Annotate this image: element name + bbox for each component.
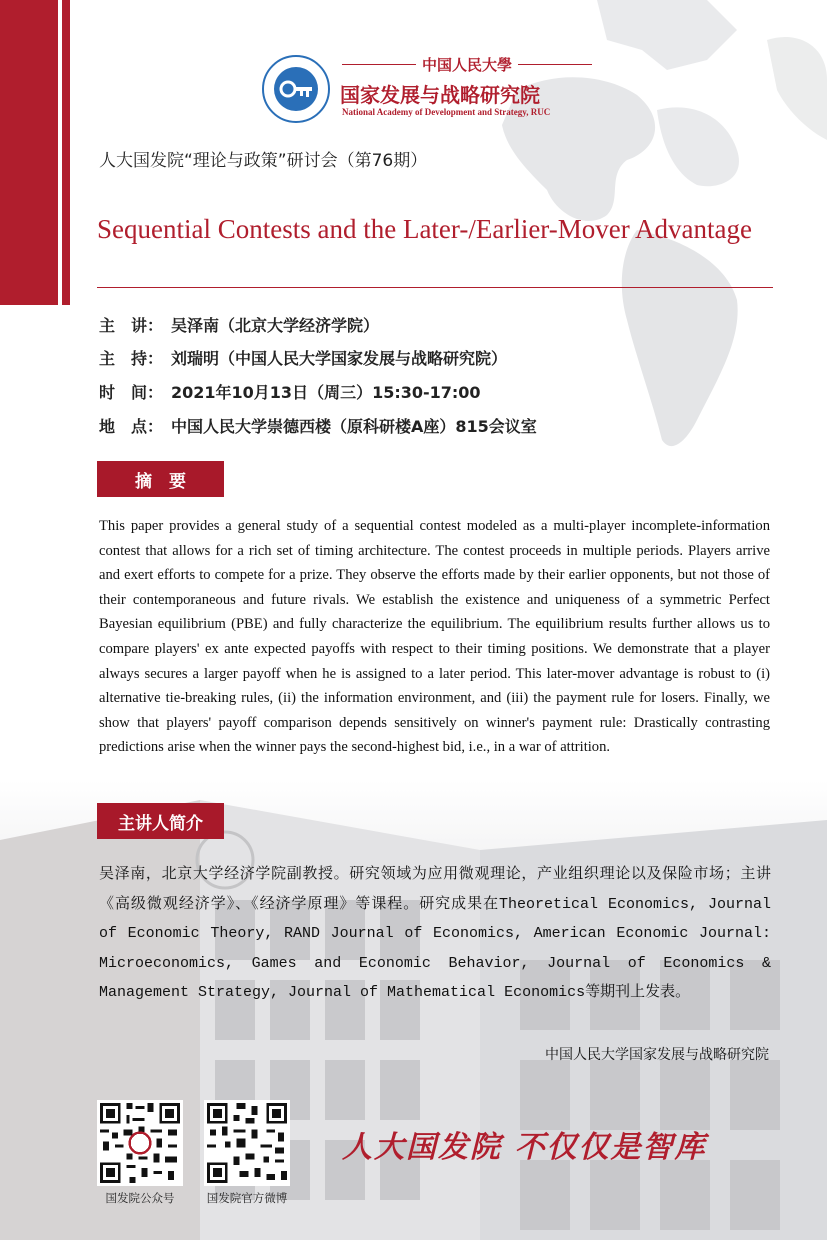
seminar-series: 人大国发院“理论与政策”研讨会（第76期） [99,151,428,171]
info-host [99,346,699,369]
info-location [99,414,699,437]
info-speaker [99,313,699,336]
institute-logo [262,55,592,125]
institute-name-en: National Academy of Development and Strategy, RUC [342,107,551,117]
abstract-heading: 摘 要 [97,461,224,497]
bio-heading: 主讲人简介 [97,803,224,839]
title-divider [97,287,773,288]
slogan: 人大国发院 不仅仅是智库 [342,1130,707,1165]
info-label: 主 讲： [99,316,164,335]
info-time [99,380,699,403]
qr-code-weibo-icon[interactable] [204,1100,290,1186]
speaker-bio: 吴泽南，北京大学经济学院副教授。研究领域为应用微观理论，产业组织理论以及保险市场；主讲《高级微观经济学》、《经济学原理》等课程。研究成果在Theoretical Economics, Journal of Economic Theory, RAND Journal of Economics, American Economic Journal: Microeconomics, Games and Economic Behavior, Journal of Economics & Management Strategy, Journal of Mathematical Economics等期刊上发表。 [99,866,771,1001]
talk-title: Sequential Contests and the Later-/Earlier-Mover Advantage [97,214,752,244]
institute-name-cn: 国家发展与战略研究院 [340,83,540,107]
info-label: 时 间： [99,383,164,402]
qr-label-wechat: 国发院公众号 [105,1191,175,1205]
info-value: 2021年10月13日（周三）15:30-17:00 [171,383,481,402]
left-accent-bar [0,0,58,305]
university-name: 中国人民大學 [422,55,513,74]
organizer-name: 中国人民大学国家发展与战略研究院 [545,1047,769,1063]
info-value: 刘瑞明（中国人民大学国家发展与战略研究院） [171,349,508,368]
divider-line [518,64,592,65]
info-label: 主 持： [99,349,164,368]
qr-label-weibo: 国发院官方微博 [206,1191,288,1205]
info-value: 吴泽南（北京大学经济学院） [171,316,380,335]
think-tank-seal-icon [262,55,330,123]
info-value: 中国人民大学崇德西楼（原科研楼A座）815会议室 [171,417,537,436]
qr-code-wechat-icon[interactable] [97,1100,183,1186]
abstract-text: This paper provides a general study of a sequential contest modeled as a multi-player incomplete-information contest that allows for a rich set of timing architecture. The contest proceeds in multiple periods. Players arrive and exert efforts to compete for a prize. They observe the efforts made by their earlier opponents, but not those of their contemporaneous and future rivals. We establish the existence and uniqueness of a symmetric Perfect Bayesian equilibrium (PBE) and fully characterize the equilibrium. The equilibrium results further allows us to compare players' ex ante expected payoffs with respect to their timing positions. We demonstrate that a player always secures a larger payoff when he is assigned to a later period. This later-mover advantage is robust to (i) alternative tie-breaking rules, (ii) the information environment, and (iii) the payment rule for losers. Finally, we show that players' payoff comparison depends sensitively on winner's payment rule: Drastically contrasting predictions arise when the winner pays the second-highest bid, i.e., in a war of attrition. [99,518,770,756]
info-label: 地 点： [99,417,164,436]
divider-line [342,64,416,65]
university-name-row [342,55,592,73]
